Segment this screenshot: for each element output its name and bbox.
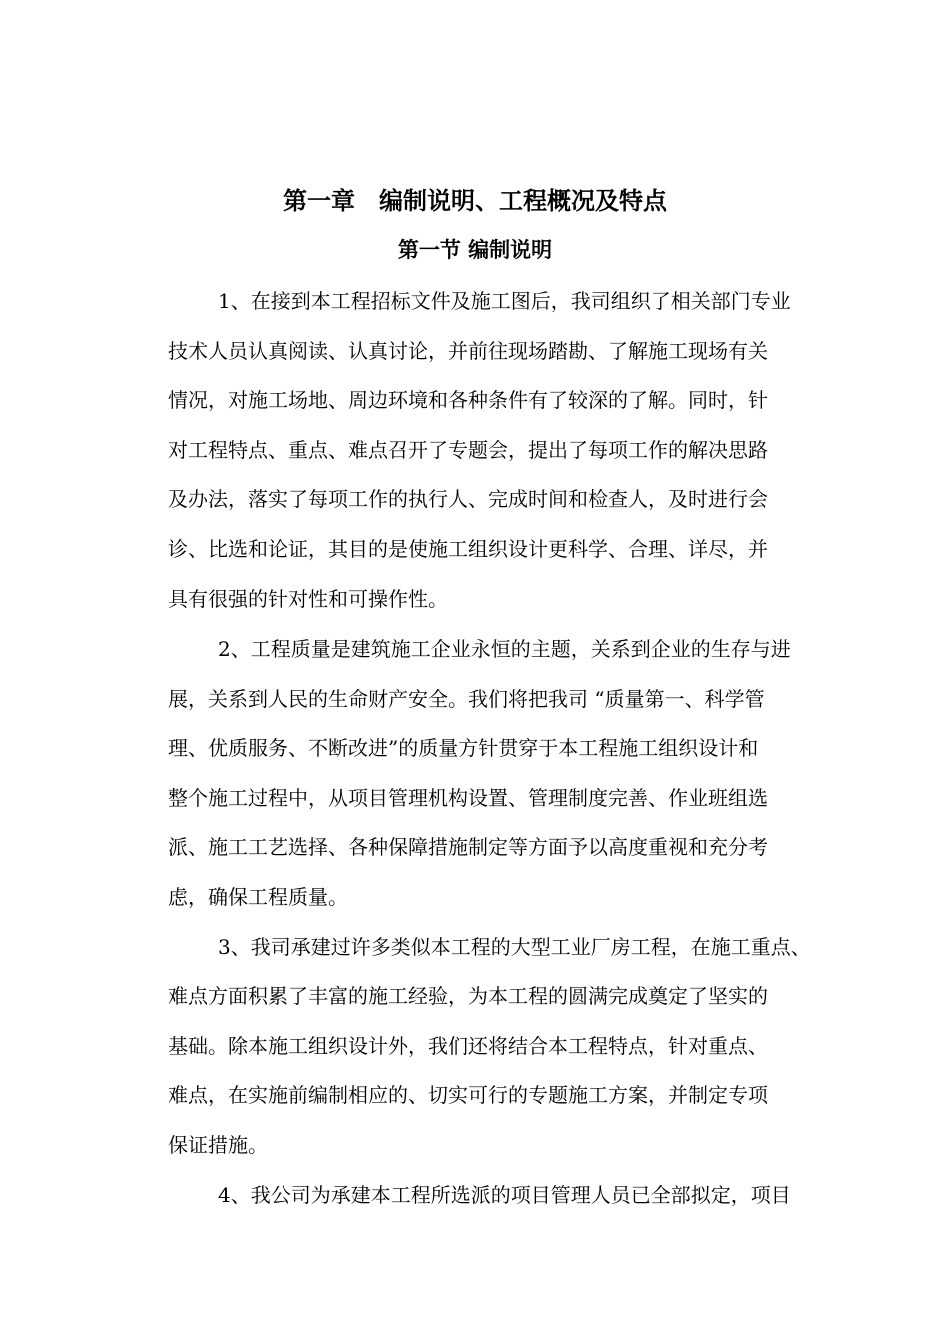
paragraph-2-line-6: 虑，确保工程质量。 bbox=[168, 885, 348, 909]
chapter-title: 第一章 编制说明、工程概况及特点 bbox=[283, 186, 667, 215]
paragraph-1-line-6: 诊、比选和论证，其目的是使施工组织设计更科学、合理、详尽，并 bbox=[168, 537, 768, 561]
paragraph-3-line-4: 难点，在实施前编制相应的、切实可行的专题施工方案，并制定专项 bbox=[168, 1083, 768, 1107]
paragraph-3-line-3: 基础。除本施工组织设计外，我们还将结合本工程特点，针对重点、 bbox=[168, 1034, 768, 1058]
paragraph-1-line-3: 情况，对施工场地、周边环境和各种条件有了较深的了解。同时，针 bbox=[168, 388, 768, 412]
paragraph-1-line-4: 对工程特点、重点、难点召开了专题会，提出了每项工作的解决思路 bbox=[168, 438, 768, 462]
paragraph-3-line-5: 保证措施。 bbox=[168, 1133, 268, 1157]
paragraph-1-line-1: 1、在接到本工程招标文件及施工图后，我司组织了相关部门专业 bbox=[218, 289, 791, 313]
paragraph-2-line-4: 整个施工过程中，从项目管理机构设置、管理制度完善、作业班组选 bbox=[168, 786, 768, 810]
section-title: 第一节 编制说明 bbox=[397, 237, 553, 262]
paragraph-1-line-7: 具有很强的针对性和可操作性。 bbox=[168, 587, 448, 611]
paragraph-4-line-1: 4、我公司为承建本工程所选派的项目管理人员已全部拟定，项目 bbox=[218, 1183, 791, 1207]
paragraph-1-line-2: 技术人员认真阅读、认真讨论，并前往现场踏勘、了解施工现场有关 bbox=[168, 339, 768, 363]
paragraph-1-line-5: 及办法，落实了每项工作的执行人、完成时间和检查人，及时进行会 bbox=[168, 487, 768, 511]
paragraph-3-line-1: 3、我司承建过许多类似本工程的大型工业厂房工程，在施工重点、 bbox=[218, 935, 811, 959]
paragraph-2-line-3: 理、优质服务、不断改进”的质量方针贯穿于本工程施工组织设计和 bbox=[168, 736, 759, 760]
paragraph-2-line-5: 派、施工工艺选择、各种保障措施制定等方面予以高度重视和充分考 bbox=[168, 835, 768, 859]
paragraph-2-line-1: 2、工程质量是建筑施工企业永恒的主题，关系到企业的生存与进 bbox=[218, 637, 791, 661]
paragraph-3-line-2: 难点方面积累了丰富的施工经验，为本工程的圆满完成奠定了坚实的 bbox=[168, 984, 768, 1008]
paragraph-2-line-2: 展，关系到人民的生命财产安全。我们将把我司 “质量第一、科学管 bbox=[168, 687, 765, 711]
